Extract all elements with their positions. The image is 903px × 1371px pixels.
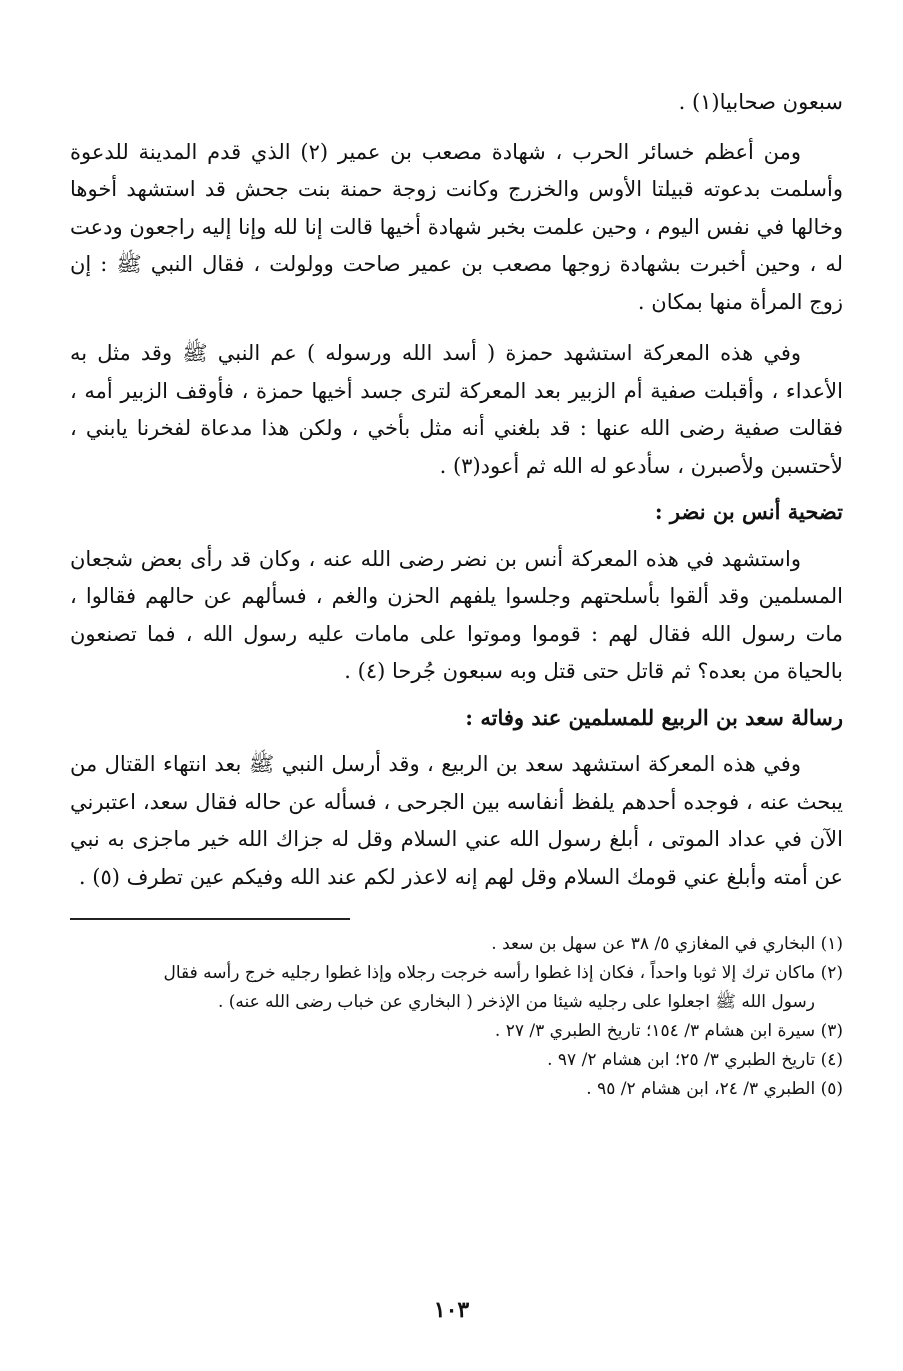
footnote-1: (١) البخاري في المغازي ٥/ ٣٨ عن سهل بن سعد . — [491, 934, 843, 954]
footnote-5: (٥) الطبري ٣/ ٢٤، ابن هشام ٢/ ٩٥ . — [586, 1079, 843, 1099]
footnote-2: (٢) ماكان ترك إلا ثوبا واحداً ، فكان إذا غطوا رأسه خرجت رجلاه وإذا غطوا رجليه خرج رأسه فقال — [163, 963, 843, 983]
paragraph-3: واستشهد في هذه المعركة أنس بن نضر رضى الله عنه ، وكان قد رأى بعض شجعان المسلمين وقد ألقوا بأسلحتهم وجلسوا يلفهم الحزن والغم ، فسألهم عن حالهم فقالوا ، مات رسول الله فقال لهم : قوموا وموتوا على مامات عليه رسول الله ، فما تصنعون بالحياة من بعده؟ ثم قاتل حتى قتل وبه سبعون جُرحا (٤) . — [70, 546, 843, 683]
footnotes — [70, 930, 843, 1104]
paragraph-0: سبعون صحابيا(١) . — [678, 90, 843, 114]
paragraph-1: ومن أعظم خسائر الحرب ، شهادة مصعب بن عمير (٢) الذي قدم المدينة للدعوة وأسلمت بدعوته قبيلتا الأوس والخزرج وكانت زوجة حمنة بنت جحش قد استشهد أخوها وخالها في نفس اليوم ، وحين علمت بخبر شهادة أخيها قالت إنا لله وإنا إليه راجعون ودعت له ، وحين أخبرت بشهادة زوجها مصعب بن عمير صاحت وولولت ، فقال النبي ﷺ : إن زوج المرأة منها بمكان . — [70, 139, 843, 314]
footnote-4: (٤) تاريخ الطبري ٣/ ٢٥؛ ابن هشام ٢/ ٩٧ . — [547, 1050, 843, 1070]
footnote-3: (٣) سيرة ابن هشام ٣/ ١٥٤؛ تاريخ الطبري ٣/ ٢٧ . — [494, 1021, 843, 1041]
section-heading-saad: رسالة سعد بن الربيع للمسلمين عند وفاته : — [465, 704, 843, 730]
footnote-divider — [70, 918, 350, 920]
page-content — [70, 84, 843, 1104]
footnote-2-continued: رسول الله ﷺ اجعلوا على رجليه شيئا من الإذخر ( البخاري عن خباب رضى الله عنه) . — [217, 992, 815, 1012]
paragraph-2: وفي هذه المعركة استشهد حمزة ( أسد الله ورسوله ) عم النبي ﷺ وقد مثل به الأعداء ، وأقبلت صفية أم الزبير بعد المعركة لترى جسد أخيها حمزة ، فأوقف الزبير أمه ، فقالت صفية رضى الله عنها : قد بلغني أنه مثل بأخي ، ولكن هذا مدعاة لفخرنا يابني ، لأحتسبن ولأصبرن ، سأدعو له الله ثم أعود(٣) . — [70, 341, 843, 478]
paragraph-4: وفي هذه المعركة استشهد سعد بن الربيع ، وقد أرسل النبي ﷺ بعد انتهاء القتال من يبحث عنه ، فوجده أحدهم يلفظ أنفاسه بين الجرحى ، فسأله عن حاله فقال سعد، اعتبرني الآن في عداد الموتى ، أبلغ رسول الله عني السلام وقل له جزاك الله خير ماجزى به نبي عن أمته وأبلغ عني قومك السلام وقل لهم إنه لاعذر لكم عند الله وفيكم عين تطرف (٥) . — [70, 752, 843, 889]
page-number: ١٠٣ — [433, 1297, 470, 1323]
section-heading-anas: تضحية أنس بن نضر : — [654, 499, 843, 524]
